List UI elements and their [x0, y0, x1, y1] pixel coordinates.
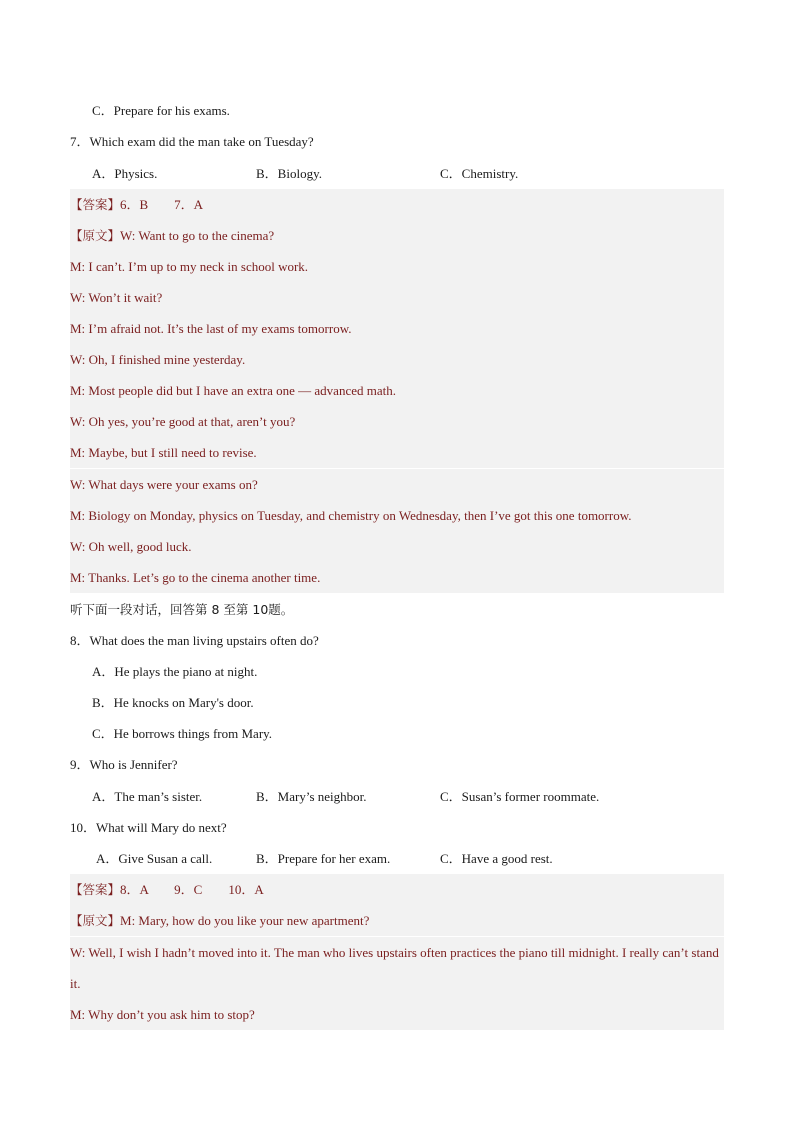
q8-option-b: B．He knocks on Mary's door. — [92, 695, 254, 710]
q7-option-b: B．Biology. — [256, 166, 322, 181]
script-first: M: Mary, how do you like your new apartment? — [120, 913, 370, 928]
script-first: W: Want to go to the cinema? — [120, 228, 275, 243]
script-line-2 — [70, 905, 724, 936]
q10-question: 10．What will Mary do next? — [70, 820, 227, 835]
q9-question: 9．Who is Jennifer? — [70, 757, 178, 772]
answer-line-2 — [70, 874, 724, 905]
q9-options — [70, 781, 724, 812]
transcript-line: M: Biology on Monday, physics on Tuesday, and chemistry on Wednesday, then I’ve got this one tomorrow. — [70, 500, 724, 531]
transcript-line: M: Thanks. Let’s go to the cinema another time. — [70, 562, 724, 593]
transcript-line: W: Won’t it wait? — [70, 282, 724, 313]
q7-options — [70, 158, 724, 189]
q8-question: 8．What does the man living upstairs often do? — [70, 633, 319, 648]
transcript-line: W: Well, I wish I hadn’t moved into it. The man who lives upstairs often practices the piano till midnight. I really can’t stand it. — [70, 937, 724, 999]
answer-line-1 — [70, 189, 724, 220]
transcript-line: W: What days were your exams on? — [70, 469, 724, 500]
transcript-line: W: Oh well, good luck. — [70, 531, 724, 562]
script-label: 【原文】 — [70, 228, 121, 243]
answer-label: 【答案】 — [70, 882, 121, 897]
q7-option-c: C．Chemistry. — [440, 166, 519, 181]
q9-option-a: A．The man’s sister. — [92, 789, 203, 804]
transcript-line: W: Oh, I finished mine yesterday. — [70, 344, 724, 375]
q10-option-b: B．Prepare for her exam. — [256, 851, 391, 866]
answer-label: 【答案】 — [70, 197, 121, 212]
answer-text: 8．A 9．C 10．A — [120, 882, 264, 897]
q10-option-c: C．Have a good rest. — [440, 851, 553, 866]
script-line-1 — [70, 220, 724, 251]
q7-option-a: A．Physics. — [92, 166, 158, 181]
q9-option-c: C．Susan’s former roommate. — [440, 789, 600, 804]
script-label: 【原文】 — [70, 913, 121, 928]
transcript-line: W: Oh yes, you’re good at that, aren’t you? — [70, 406, 724, 437]
answer-text: 6．B 7．A — [120, 197, 204, 212]
section-instruction: 听下面一段对话，回答第 8 至第 10题。 — [70, 602, 294, 617]
q9-option-b: B．Mary’s neighbor. — [256, 789, 367, 804]
q10-options — [70, 843, 724, 874]
q7-question: 7．Which exam did the man take on Tuesday? — [70, 134, 314, 149]
q8-option-a: A．He plays the piano at night. — [92, 664, 258, 679]
transcript-line: M: Why don’t you ask him to stop? — [70, 999, 724, 1030]
q8-option-c: C．He borrows things from Mary. — [92, 726, 273, 741]
transcript-line: M: Most people did but I have an extra one — advanced math. — [70, 375, 724, 406]
q10-option-a: A．Give Susan a call. — [96, 851, 213, 866]
transcript-line: M: I’m afraid not. It’s the last of my exams tomorrow. — [70, 313, 724, 344]
transcript-line: M: I can’t. I’m up to my neck in school work. — [70, 251, 724, 282]
q6-option-c: C．Prepare for his exams. — [92, 103, 230, 118]
transcript-line: M: Maybe, but I still need to revise. — [70, 437, 724, 468]
